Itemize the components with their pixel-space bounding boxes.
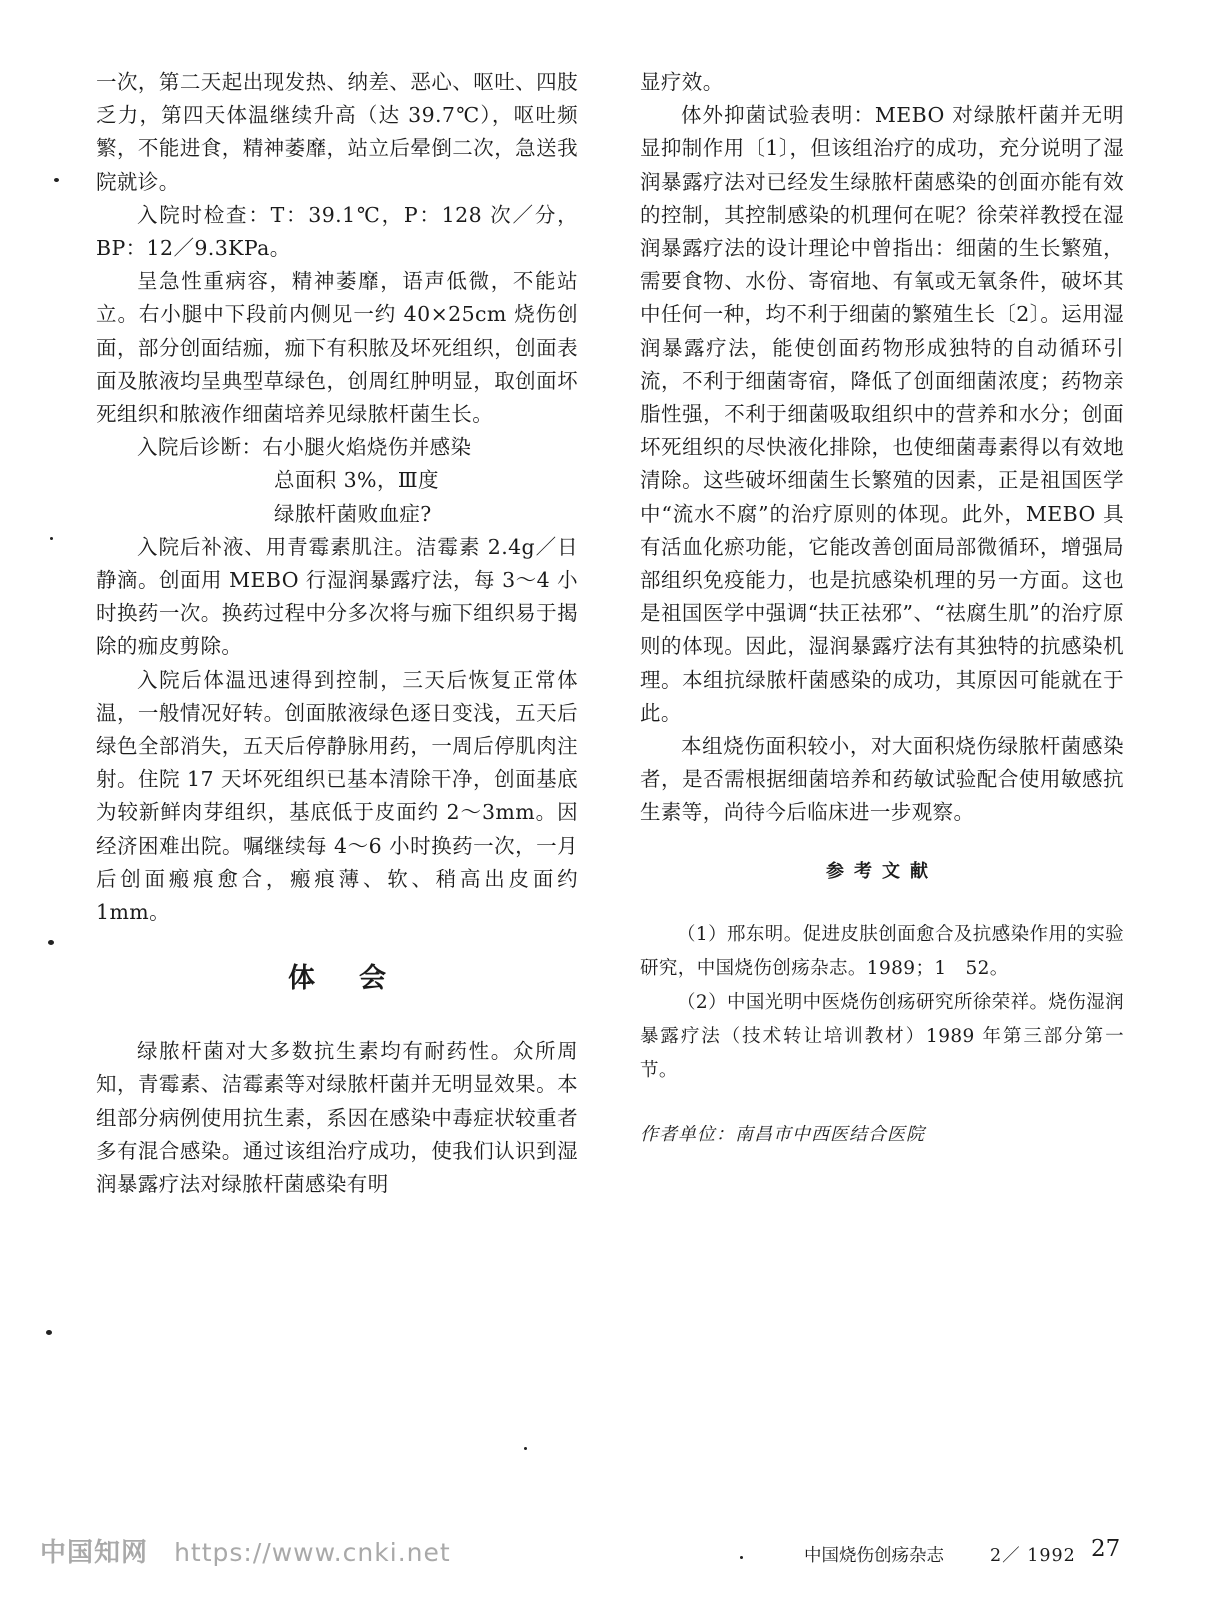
left-column: [96, 66, 578, 1201]
author-affiliation: 作者单位：南昌市中西医结合医院: [640, 1123, 925, 1145]
discussion-paragraph-1: 绿脓杆菌对大多数抗生素均有耐药性。众所周知，青霉素、洁霉素等对绿脓杆菌并无明显效果。本组部分病例使用抗生素，系因在感染中毒症状较重者多有混合感染。通过该组治疗成功，使我们认识到湿润暴露疗法对绿脓杆菌感染有明: [96, 1039, 578, 1197]
outcome-paragraph: 入院后体温迅速得到控制，三天后恢复正常体温，一般情况好转。创面脓液绿色逐日变浅，五天后绿色全部消失，五天后停静脉用药，一周后停肌肉注射。住院 17 天坏死组织已基本清除干净，创面基底为较新鲜肉芽组织，基底低于皮面约 2～3mm。因经济困难出院。嘱继续每 4～6 小时换药一次，一月后创面瘢痕愈合，瘢痕薄、软、稍高出皮面约 1mm。: [96, 667, 578, 925]
watermark-url: https://www.cnki.net: [174, 1538, 451, 1567]
discussion-paragraph-2: 体外抑菌试验表明：MEBO 对绿脓杆菌并无明显抑制作用〔1〕，但该组治疗的成功，充分说明了湿润暴露疗法对已经发生绿脓杆菌感染的创面亦能有效的控制，其控制感染的机理何在呢？徐荣祥教授在湿润暴露疗法的设计理论中曾指出：细菌的生长繁殖，需要食物、水份、寄宿地、有氧或无氧条件，破坏其中任何一种，均不利于细菌的繁殖生长〔2〕。运用湿润暴露疗法，能使创面药物形成独特的自动循环引流，不利于细菌寄宿，降低了创面细菌浓度；药物亲脂性强，不利于细菌吸取组织中的营养和水分；创面坏死组织的尽快液化排除，也使细菌毒素得以有效地清除。这些破坏细菌生长繁殖的因素，正是祖国医学中“流水不腐”的治疗原则的体现。此外，MEBO 具有活血化瘀功能，它能改善创面局部微循环，增强局部组织免疫能力，也是抗感染机理的另一方面。这也是祖国医学中强调“扶正祛邪”、“祛腐生肌”的治疗原则的体现。因此，湿润暴露疗法有其独特的抗感染机理。本组抗绿脓杆菌感染的成功，其原因可能就在于此。: [640, 103, 1124, 725]
references-heading: 参考文献: [826, 860, 938, 882]
diagnosis-line-3: 绿脓杆菌败血症?: [274, 501, 432, 526]
scan-speck: [524, 1447, 527, 1450]
scan-speck: [54, 178, 59, 182]
issue-info: 2／ 1992: [990, 1546, 1076, 1566]
clinical-findings-paragraph: 呈急性重病容，精神萎靡，语声低微，不能站立。右小腿中下段前内侧见一约 40×25cm 烧伤创面，部分创面结痂，痂下有积脓及坏死组织，创面表面及脓液均呈典型草绿色，创周红肿明显，取创面坏死组织和脓液作细菌培养见绿脓杆菌生长。: [96, 269, 578, 427]
right-column: [640, 66, 1124, 1151]
cnki-watermark: [40, 1532, 451, 1569]
right-paragraph-continuation: 显疗效。: [640, 70, 724, 94]
scan-speck: [48, 940, 54, 945]
page-number: 27: [1091, 1536, 1121, 1562]
reference-item-1: （1）邢东明。促进皮肤创面愈合及抗感染作用的实验研究，中国烧伤创疡杂志。1989；1 52。: [640, 923, 1124, 979]
section-heading: 体会: [288, 963, 430, 995]
scan-speck: [740, 1556, 743, 1559]
discussion-paragraph-3: 本组烧伤面积较小，对大面积烧伤绿脓杆菌感染者，是否需根据细菌培养和药敏试验配合使用敏感抗生素等，尚待今后临床进一步观察。: [640, 734, 1124, 825]
diagnosis-line-1: 入院后诊断：右小腿火焰烧伤并感染: [137, 435, 472, 460]
watermark-logo: 中国知网: [40, 1538, 149, 1568]
journal-name: 中国烧伤创疡杂志: [804, 1546, 944, 1566]
references-list: [640, 918, 1124, 1088]
treatment-paragraph: 入院后补液、用青霉素肌注。洁霉素 2.4g／日静滴。创面用 MEBO 行湿润暴露疗法，每 3～4 小时换药一次。换药过程中分多次将与痂下组织易于揭除的痂皮剪除。: [96, 534, 578, 659]
scan-speck: [50, 537, 53, 540]
diagnosis-line-2: 总面积 3%，Ⅲ度: [274, 468, 439, 493]
reference-item-2: （2）中国光明中医烧伤创疡研究所徐荣祥。烧伤湿润暴露疗法（技术转让培训教材）1989 年第三部分第一节。: [640, 991, 1124, 1081]
scan-speck: [46, 1330, 52, 1335]
admission-exam-paragraph: 入院时检查：T：39.1℃，P：128 次／分，BP：12／9.3KPa。: [96, 202, 578, 261]
left-paragraph-1: 一次，第二天起出现发热、纳差、恶心、呕吐、四肢乏力，第四天体温继续升高（达 39.7℃），呕吐频繁，不能进食，精神萎靡，站立后晕倒二次，急送我院就诊。: [96, 70, 578, 194]
